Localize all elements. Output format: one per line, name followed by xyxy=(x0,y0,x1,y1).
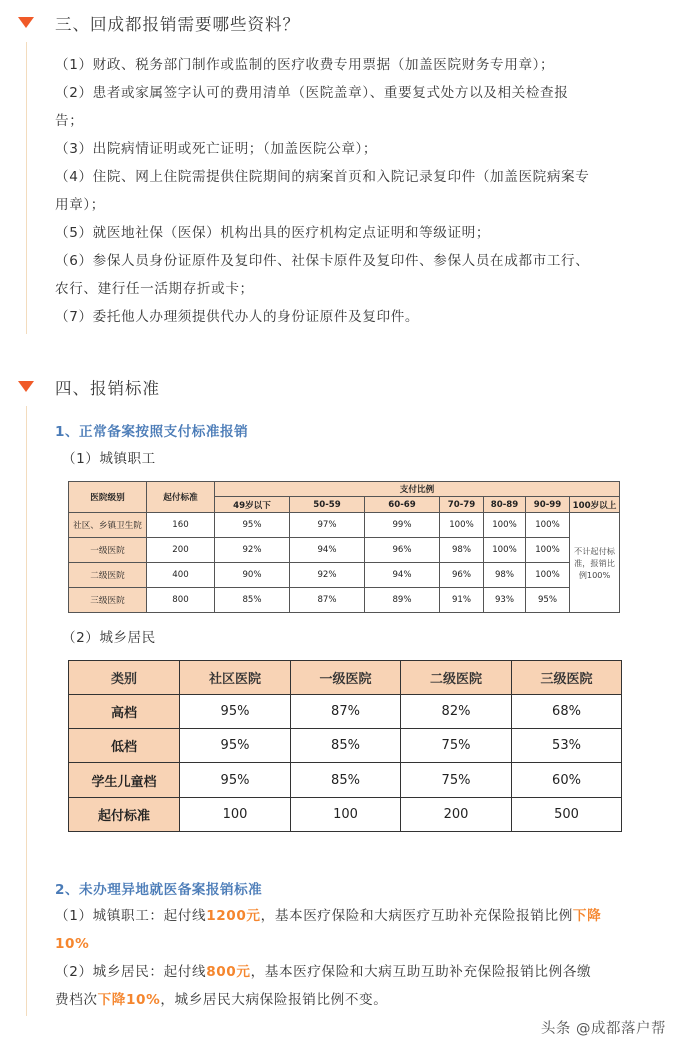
header-age: 100岁以上 xyxy=(570,497,620,513)
header-age: 49岁以下 xyxy=(215,497,290,513)
label-urban-rural-residents: （2）城乡居民 xyxy=(62,630,156,646)
table-row: 起付标准 100 100 200 500 xyxy=(69,798,622,832)
no-filing-paragraph-1: （1）城镇职工：起付线1200元，基本医疗保险和大病医疗互助补充保险报销比例下降 xyxy=(55,908,602,924)
table-row: 高档 95% 87% 82% 68% xyxy=(69,695,622,729)
list-item: （5）就医地社保（医保）机构出具的医疗机构定点证明和等级证明； xyxy=(55,225,491,241)
table-header: 社区医院 xyxy=(180,661,291,695)
table-row: 一级医院 200 92% 94% 96% 98% 100% 100% xyxy=(69,538,620,563)
section-3-divider xyxy=(26,42,27,334)
header-age: 90-99 xyxy=(526,497,570,513)
section-4-title: 四、报销标准 xyxy=(55,379,160,398)
header-age: 50-59 xyxy=(290,497,365,513)
list-item: 告； xyxy=(55,113,84,129)
label-urban-employees: （1）城镇职工 xyxy=(62,451,156,467)
subheading-normal-filing: 1、正常备案按照支付标准报销 xyxy=(55,424,249,440)
section-3-header xyxy=(0,8,678,38)
header-age: 60-69 xyxy=(365,497,440,513)
list-item: （3）出院病情证明或死亡证明；（加盖医院公章）； xyxy=(55,141,378,157)
list-item: 用章）； xyxy=(55,197,105,213)
list-item: （4）住院、网上住院需提供住院期间的病案首页和入院记录复印件（加盖医院病案专 xyxy=(55,169,590,185)
list-item: 农行、建行任一活期存折或卡； xyxy=(55,281,254,297)
urban-employee-table xyxy=(68,481,620,613)
table-row: 社区、乡镇卫生院 160 95% 97% 99% 100% 100% 100% 不计起付标准，报销比例100% xyxy=(69,513,620,538)
triangle-down-icon xyxy=(18,17,34,28)
watermark: 头条 @成都落户帮 xyxy=(540,1021,666,1037)
list-item: （6）参保人员身份证原件及复印件、社保卡原件及复印件、参保人员在成都市工行、 xyxy=(55,253,590,269)
section-3-title: 三、回成都报销需要哪些资料？ xyxy=(55,15,300,34)
no-filing-paragraph-1-cont: 10% xyxy=(55,936,90,952)
table-header: 类别 xyxy=(69,661,180,695)
table-row: 学生儿童档 95% 85% 75% 60% xyxy=(69,763,622,798)
list-item: （7）委托他人办理须提供代办人的身份证原件及复印件。 xyxy=(55,309,420,325)
no-filing-paragraph-2: （2）城乡居民：起付线800元，基本医疗保险和大病互助互助补充保险报销比例各缴 费档次下降10%，城乡居民大病保险报销比例不变。 xyxy=(55,964,592,1008)
triangle-down-icon xyxy=(18,381,34,392)
section-3-list xyxy=(55,51,640,331)
subheading-no-filing: 2、未办理异地就医备案报销标准 xyxy=(55,882,263,898)
list-item: （1）财政、税务部门制作或监制的医疗收费专用票据（加盖医院财务专用章）； xyxy=(55,57,555,73)
urban-rural-table xyxy=(68,660,622,832)
header-hospital-level: 医院级别 xyxy=(69,482,147,513)
section-4-header xyxy=(0,372,678,402)
table-row: 三级医院 800 85% 87% 89% 91% 93% 95% xyxy=(69,588,620,613)
header-age: 80-89 xyxy=(484,497,526,513)
table-row: 低档 95% 85% 75% 53% xyxy=(69,729,622,763)
header-payment-ratio: 支付比例 xyxy=(215,482,620,497)
note-over-100: 不计起付标准，报销比例100% xyxy=(570,513,620,613)
header-age: 70-79 xyxy=(440,497,484,513)
table-header: 三级医院 xyxy=(512,661,622,695)
table-header: 一级医院 xyxy=(291,661,401,695)
table-row: 二级医院 400 90% 92% 94% 96% 98% 100% xyxy=(69,563,620,588)
list-item: （2）患者或家属签字认可的费用清单（医院盖章）、重要复式处方以及相关检查报 xyxy=(55,85,569,101)
section-4-divider xyxy=(26,406,27,1016)
table-header: 二级医院 xyxy=(401,661,512,695)
header-start-standard: 起付标准 xyxy=(147,482,215,513)
